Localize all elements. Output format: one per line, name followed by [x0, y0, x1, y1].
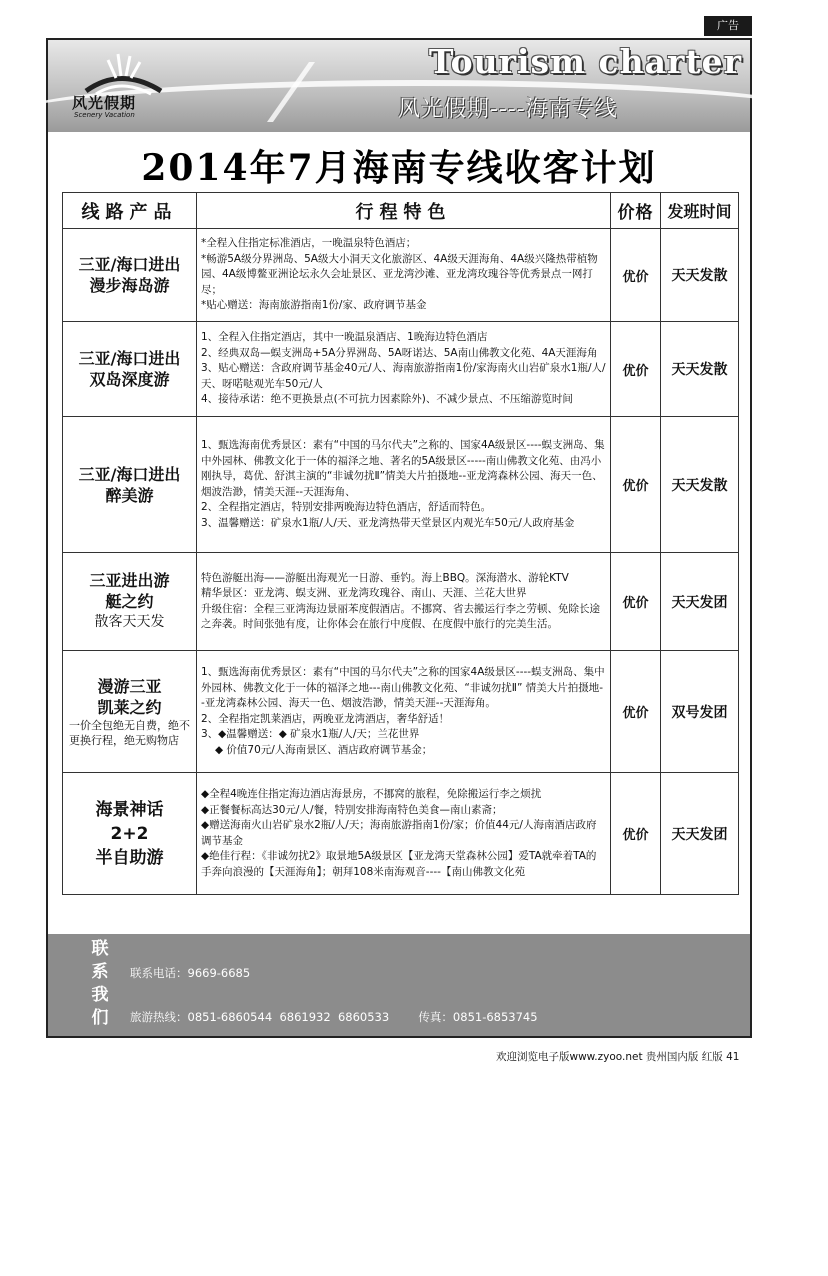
table-row — [63, 651, 739, 773]
table-row — [63, 229, 739, 322]
header-departure: 发班时间 — [661, 193, 739, 229]
header-route: 线路产品 — [63, 193, 197, 229]
english-title: Tourism charter — [428, 42, 742, 81]
route-price: 优价 — [611, 651, 661, 773]
route-price: 优价 — [611, 553, 661, 651]
contact-label: 联 系 我 们 — [91, 939, 109, 1028]
route-price: 优价 — [611, 773, 661, 895]
logo-subtext: Scenery Vacation — [74, 111, 135, 119]
route-departure: 双号发团 — [661, 651, 739, 773]
plan-table — [62, 192, 739, 895]
route-departure: 天天发散 — [661, 322, 739, 417]
contact-lines — [130, 936, 538, 1276]
contact-phone: 联系电话：9669-6685 — [130, 965, 251, 980]
table-row — [63, 773, 739, 895]
route-name: 三亚/海口进出 漫步海岛游 — [63, 229, 197, 322]
route-departure: 天天发散 — [661, 417, 739, 553]
route-price: 优价 — [611, 322, 661, 417]
route-price: 优价 — [611, 417, 661, 553]
route-price: 优价 — [611, 229, 661, 322]
contact-qq: 联系 QQ： 895964991 1147805868 1945420203 — [130, 1098, 435, 1113]
route-name: 海景神话 2+2 半自助游 — [63, 773, 197, 895]
route-name: 漫游三亚 凯莱之约 一价全包绝无自费，绝不更换行程，绝无购物店 — [63, 651, 197, 773]
page-title: 2014年7月海南专线收客计划 — [141, 147, 657, 189]
page-footer: 欢迎浏览电子版www.zyoo.net 贵州国内版 红版 41 — [496, 1051, 740, 1063]
route-name: 三亚进出游 艇之约 散客天天发 — [63, 553, 197, 651]
route-note: 一价全包绝无自费，绝不更换行程，绝无购物店 — [69, 718, 190, 747]
table-row — [63, 553, 739, 651]
table-header-row — [63, 193, 739, 229]
route-departure: 天天发团 — [661, 553, 739, 651]
contact-quality: 质 量 监 督：吴煌伟 13984090003 — [130, 1231, 351, 1246]
route-description: 1、甄选海南优秀景区：素有“中国的马尔代夫”之称的、国家4A级景区----蜈支洲岛、集中外园林、佛教文化于一体的福泽之地、著名的5A级景区-----南山佛教文化苑、由冯小刚执导，葛优、舒淇主演的“非诚勿扰Ⅱ”情美大片拍摄地--亚龙湾森林公园、海天一色、烟波浩渺，情美天涯--天涯海角、 2、全程指定酒店，特别安排两晚海边特色酒店，舒适而特色。 3、温馨赠送：矿泉水1瓶/人/天、亚龙湾热带天堂景区内观光车50元/人政府基金 — [197, 417, 611, 553]
table-row — [63, 322, 739, 417]
ad-tag: 广告 — [704, 16, 752, 36]
route-description: 1、全程入住指定酒店，其中一晚温泉酒店、1晚海边特色酒店 2、经典双岛—蜈支洲岛+5A分界洲岛、5A呀诺达、5A南山佛教文化苑、4A天涯海角 3、贴心赠送：含政府调节基金40元/人、海南旅游指南1份/家海南火山岩矿泉水1瓶/人/天、呀喏哒观光车50元/人 4、接待承诺：绝不更换景点(不可抗力因素除外)、不减少景点、不压缩游览时间 — [197, 322, 611, 417]
route-departure: 天天发团 — [661, 773, 739, 895]
contact-hotline: 旅游热线：0851-6860544 6861932 6860533 传真：0851-6853745 — [130, 1009, 538, 1024]
header-banner — [48, 40, 750, 132]
route-description: ◆全程4晚连住指定海边酒店海景房，不挪窝的旅程，免除搬运行李之烦扰 ◆正餐餐标高达30元/人/餐，特别安排海南特色美食—南山素斋； ◆赠送海南火山岩矿泉水2瓶/人/天；海南旅游指南1份/家；价值44元/人海南酒店政府调节基金 ◆绝佳行程：《非诚勿扰2》取景地5A级景区【亚龙湾天堂森林公园】爱TA就牵着TA的手奔向浪漫的【天涯海角】；朝拜108米南海观音----【南山佛教文化苑 — [197, 773, 611, 895]
header-features: 行程特色 — [197, 193, 611, 229]
logo-text: 风光假期 — [72, 94, 137, 112]
route-departure: 天天发散 — [661, 229, 739, 322]
route-description: *全程入住指定标准酒店，一晚温泉特色酒店； *畅游5A级分界洲岛、5A级大小洞天文化旅游区、4A级天涯海角、4A级兴隆热带植物园、4A级博鳌亚洲论坛永久会址景区、亚龙湾沙滩、亚龙湾玫瑰谷等优秀景点一网打尽； *贴心赠送：海南旅游指南1份/家、政府调节基金 — [197, 229, 611, 322]
banner-subtitle: 风光假期----海南专线 — [398, 97, 618, 122]
contact-hainan: 海 南 自 由 人：0851-6861932 传真：0851-6853745 — [130, 1143, 462, 1158]
header-price: 价格 — [611, 193, 661, 229]
route-description: 1、甄选海南优秀景区：素有“中国的马尔代夫”之称的国家4A级景区----蜈支洲岛、集中外园林、佛教文化于一体的福泽之地---南山佛教文化苑、“非诚勿扰Ⅱ” 情美大片拍摄地--亚龙湾森林公园、海天一色、烟波浩渺，情美天涯--天涯海角。 2、全程指定凯莱酒店，两晚亚龙湾酒店，奢华舒适！ 3、◆温馨赠送：◆ 矿泉水1瓶/人/天；兰花世界 ◆ 价值70元/人海南景区、酒店政府调节基金； — [197, 651, 611, 773]
route-name: 三亚/海口进出 双岛深度游 — [63, 322, 197, 417]
contact-group-manager: 送团及接团负责人：小 曹 18984011283 张怡 18985106904 — [130, 1187, 467, 1202]
route-description: 特色游艇出海——游艇出海观光一日游、垂钓。海上BBQ。深海潜水、游轮KTV 精华景区：亚龙湾、蜈支洲、亚龙湾玫瑰谷、南山、天涯、兰花大世界 升级住宿：全程三亚湾海边景丽苯度假酒店。不挪窝、省去搬运行李之劳顿、免除长途之奔袭。时间张弛有度，让你体会在旅行中度假、在度假中旅行的完美生活。 — [197, 553, 611, 651]
route-name: 三亚/海口进出 醉美游 — [63, 417, 197, 553]
contact-person: 联 系 人：方玉洁 13984893767 周定凤 18585427361 — [130, 1054, 432, 1069]
table-row — [63, 417, 739, 553]
